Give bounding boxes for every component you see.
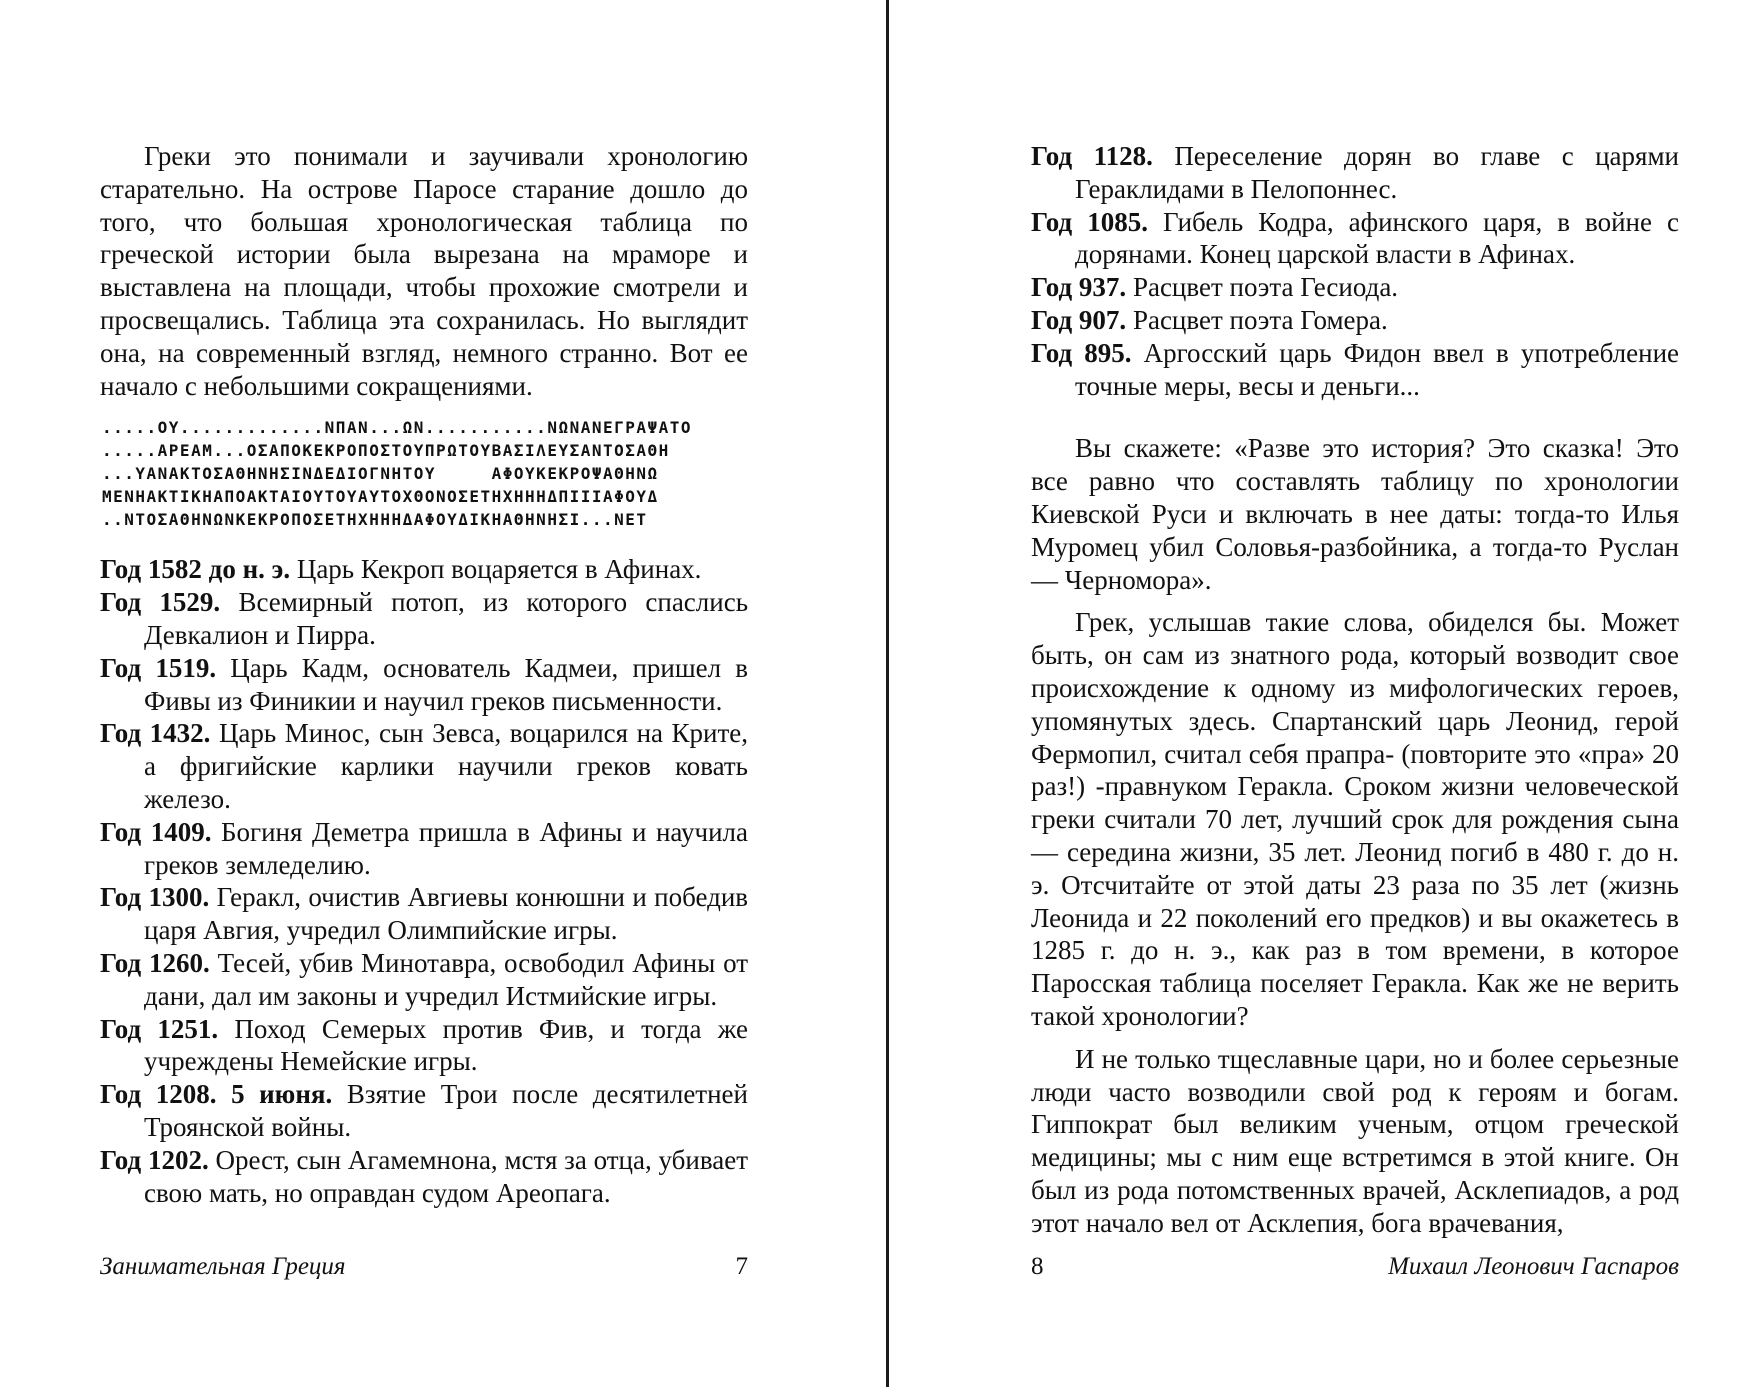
entry-year: Год 895. xyxy=(1031,337,1132,368)
entry-text: Аргосский царь Фидон ввел в употребление точные меры, весы и деньги... xyxy=(1075,337,1679,401)
entry-text: Всемирный потоп, из которого спаслись Девкалион и Пирра. xyxy=(144,587,749,650)
right-page xyxy=(1031,0,1679,1387)
entry-year: Год 1519. xyxy=(100,652,217,683)
body-paragraph: Вы скажете: «Разве это история? Это сказка! Это все равно что составлять таблицу по хронологии Киевской Руси и включать в нее даты: тогда-то Илья Муромец убил Соловья-разбойника, а тогда-то Руслан — Черномора». xyxy=(1031,433,1679,595)
entry-text: Гибель Кодра, афинского царя, в войне с дорянами. Конец царской власти в Афинах. xyxy=(1075,206,1679,270)
inscription-line: .....ΟΥ.............ΝΠΑΝ...ΩΝ...........ΝΩΝΑΝΕΓΡΑΨΑΤΟ xyxy=(102,418,693,438)
entry-year: Год 1432. xyxy=(100,718,211,749)
inscription-line: ΜΕΝΗΑΚΤΙΚΗΑΠΟΑΚΤΑΙΟΥΤΟΥΑΥΤΟΧΘΟΝΟΣΕΤΗΧΗΗΗΔΠΙΙΙΑΦΟΥΔ xyxy=(102,487,659,507)
entry-text: Расцвет поэта Гесиода. xyxy=(1132,272,1399,303)
entry-year: Год 1409. xyxy=(100,816,212,847)
entry-text: Царь Кекроп воцаряется в Афинах. xyxy=(296,554,702,585)
left-page xyxy=(100,0,748,1387)
chronology-entry xyxy=(1031,304,1679,337)
entry-text: Геракл, очистив Авгиевы конюшни и победив царя Авгия, учредил Олимпийские игры. xyxy=(144,882,749,946)
page-gutter-divider xyxy=(886,0,889,1387)
entry-year: Год 1300. xyxy=(100,882,210,913)
entry-text: Орест, сын Агамемнона, мстя за отца, убивает свою мать, но оправдан судом Ареопага. xyxy=(144,1144,749,1208)
entry-year: Год 1128. xyxy=(1031,141,1153,171)
chronology-entry xyxy=(100,586,748,652)
chronology-entry xyxy=(1031,337,1679,403)
entry-text: Расцвет поэта Гомера. xyxy=(1132,304,1388,335)
entry-year: Год 1202. xyxy=(100,1144,209,1175)
chronology-entry xyxy=(100,1144,748,1210)
section-gap xyxy=(1031,402,1679,432)
entry-year: Год 1529. xyxy=(100,587,221,618)
running-title: Занимательная Греция xyxy=(100,1253,346,1280)
inscription-line: ..ΝΤΟΣΑΘΗΝΩΝΚΕΚΡΟΠΟΣΕΤΗΧΗΗΗΔΑΦΟΥΔΙΚΗΑΘΗΝΗΣΙ...ΝΕΤ xyxy=(102,510,648,530)
entry-year: Год 1582 до н. э. xyxy=(100,554,291,585)
entry-text: Царь Кадм, основатель Кадмеи, пришел в Фивы из Финикии и научил греков письменности. xyxy=(144,652,749,716)
entry-year: Год 937. xyxy=(1031,272,1127,303)
chronology-entry xyxy=(100,816,748,882)
chronology-entry xyxy=(100,881,748,947)
entry-text: Взятие Трои после десятилетней Троянской войны. xyxy=(144,1079,748,1142)
running-title: Михаил Леонович Гаспаров xyxy=(1388,1253,1679,1280)
chronology-entry xyxy=(100,1078,748,1144)
entry-year: Год 1085. xyxy=(1031,206,1148,237)
chronology-entry xyxy=(100,947,748,1013)
left-text-column xyxy=(100,140,748,1209)
inscription-line: .....ΑΡΕΑΜ...ΟΣΑΠΟΚΕΚΡΟΠΟΣΤΟΥΠΡΩΤΟΥΒΑΣΙΛΕΥΣΑΝΤΟΣΑΘΗ xyxy=(102,441,670,461)
chronology-entry xyxy=(1031,140,1679,206)
entry-year: Год 907. xyxy=(1031,304,1127,335)
entry-text: Переселение дорян во главе с царями Гераклидами в Пелопоннес. xyxy=(1075,141,1679,204)
entry-text: Тесей, убив Минотавра, освободил Афины от дани, дал им законы и учредил Истмийские игры. xyxy=(144,947,749,1011)
chronology-entry xyxy=(1031,206,1679,272)
chronology-entry xyxy=(100,553,748,586)
page-number: 8 xyxy=(1031,1253,1044,1280)
entry-year: Год 1260. xyxy=(100,947,210,978)
chronology-entry xyxy=(100,652,748,718)
body-paragraph: Грек, услышав такие слова, обиделся бы. Может быть, он сам из знатного рода, который возводит свое происхождение к одному из мифологических героев, упомянутых здесь. Спартанский царь Леонид, герой Фермопил, считал себя прапра- (повторите это «пра» 20 раз!) -правнуком Геракла. Сроком жизни человеческой греки считали 70 лет, лучший срок для рождения сына — середина жизни, 35 лет. Леонид погиб в 480 г. до н. э. Отсчитайте от этой даты 23 раза по 35 лет (жизнь Леонида и 22 поколений его предков) и вы окажетесь в 1285 г. до н. э., как раз в том времени, в которое Паросская таблица поселяет Геракла. Как же не верить такой хронологии? xyxy=(1031,607,1679,1031)
intro-paragraph: Греки это понимали и заучивали хронологию старательно. На острове Паросе старание дошло до того, что большая хронологическая таблица по греческой истории была вырезана на мраморе и выставлена на площади, чтобы прохожие смотрели и просвещались. Таблица эта сохранилась. Но выглядит она, на современный взгляд, немного странно. Вот ее начало с небольшими сокращениями. xyxy=(100,141,748,401)
body-paragraph: И не только тщеславные цари, но и более серьезные люди часто возводили свой род к героям и богам. Гиппократ был великим ученым, отцом греческой медицины; мы с ним еще встретимся в этой книге. Он был из рода потомственных врачей, Асклепиадов, а род этот начало вел от Асклепия, бога врачевания, xyxy=(1031,1043,1679,1238)
entry-year: Год 1251. xyxy=(100,1013,219,1044)
chronology-entry xyxy=(100,1013,748,1079)
greek-inscription xyxy=(102,416,742,531)
entry-year: Год 1208. 5 июня. xyxy=(100,1079,333,1110)
inscription-line: ...ΥΑΝΑΚΤΟΣΑΘΗΝΗΣΙΝΔΕΔΙΟΓΝΗΤΟΥ ΑΦΟΥΚΕΚΡΟΨΑΘΗΝΩ xyxy=(102,464,659,484)
entry-text: Царь Минос, сын Зевса, воцарился на Крите, а фригийские карлики научили греков ковать железо. xyxy=(144,718,749,814)
chronology-entry xyxy=(100,717,748,815)
entry-text: Богиня Деметра пришла в Афины и научила греков земледелию. xyxy=(144,816,748,880)
right-text-column xyxy=(1031,140,1679,1240)
entry-text: Поход Семерых против Фив, и тогда же учреждены Немейские игры. xyxy=(144,1013,748,1077)
page-number: 7 xyxy=(735,1253,748,1280)
chronology-entry xyxy=(1031,271,1679,304)
